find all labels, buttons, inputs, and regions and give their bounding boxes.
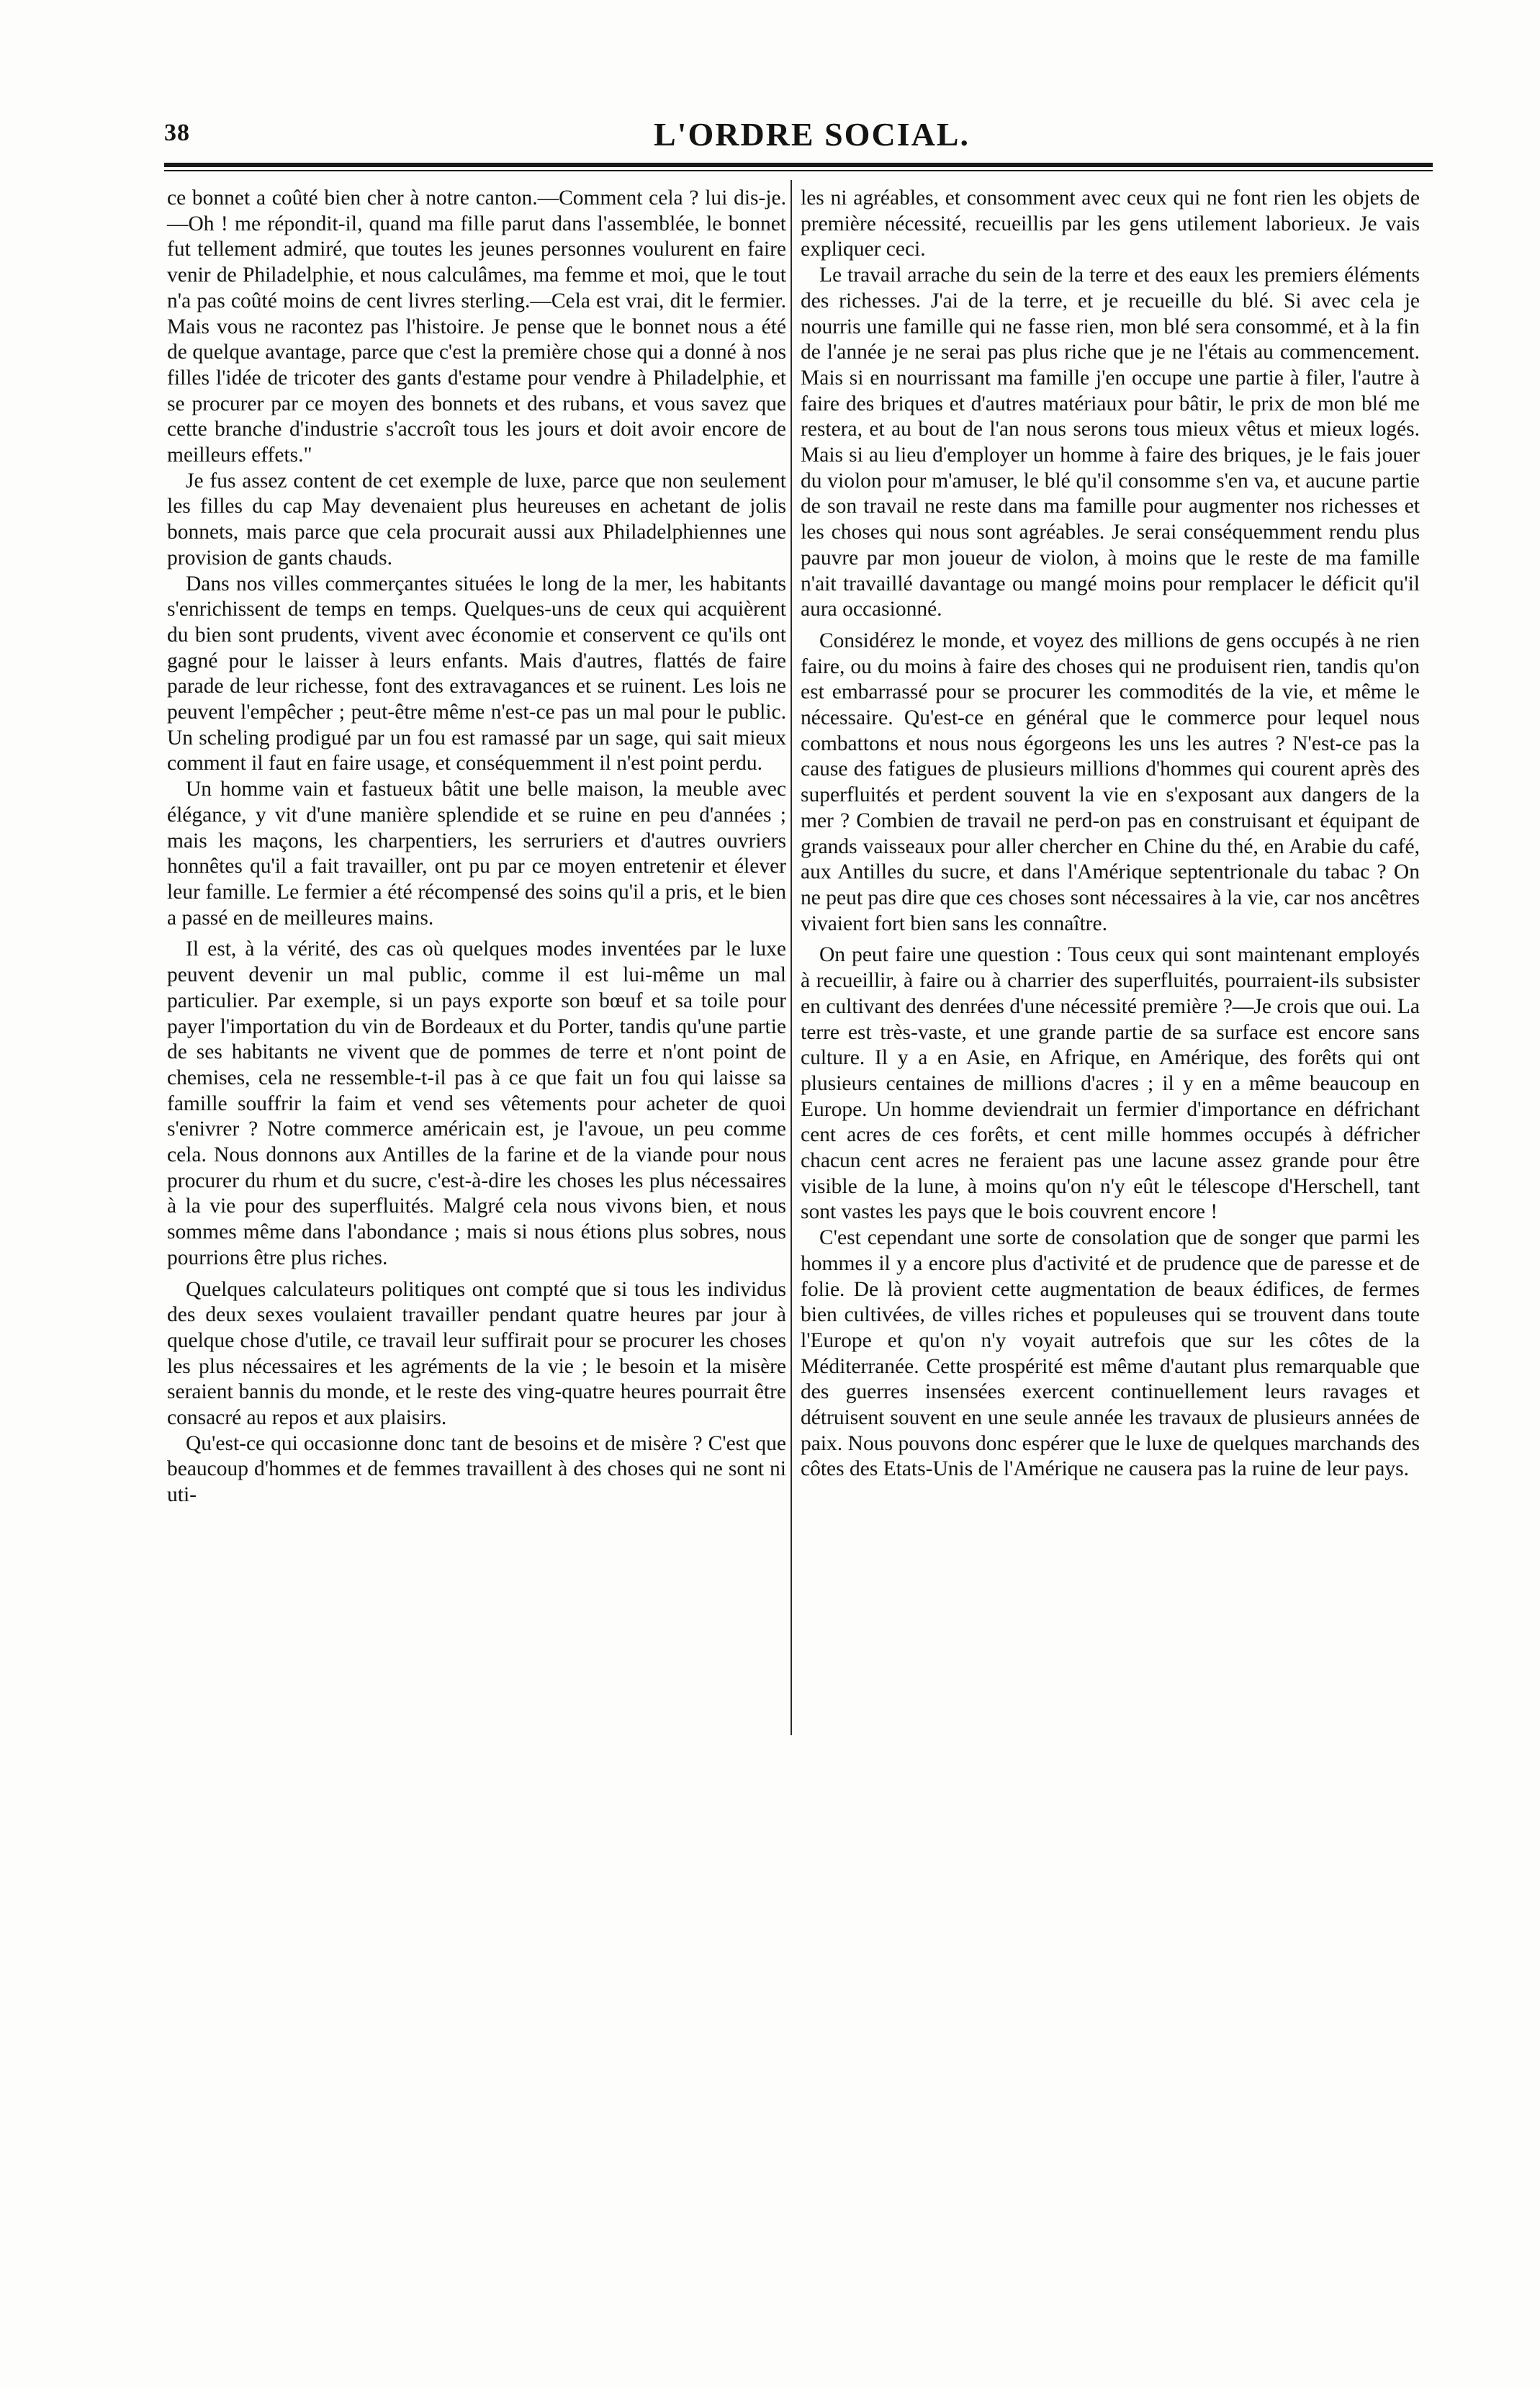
paragraph: Le travail arrache du sein de la terre et des eaux les premiers éléments des richesses. J'ai de la terre, et je recueille du blé. Si avec cela je nourris une famille qui ne fasse rien, mon blé sera consommé, et à la fin de l'année je ne serai pas plus riche que je ne l'étais au commencement. Mais si en nourrissant ma famille j'en occupe une partie à filer, l'autre à faire des briques et d'autres matériaux pour bâtir, le prix de mon blé me restera, et au bout de l'an nous serons tous mieux vêtus et mieux logés. Mais si au lieu d'employer un homme à faire des briques, je le fais jouer du violon pour m'amuser, le blé qu'il consomme s'en va, et aucune partie de son travail ne reste dans ma famille pour augmenter nos richesses et les choses qui nous sont agréables. Je serai conséquemment rendu plus pauvre par mon joueur de violon, à moins que le reste de ma famille n'ait travaillé davantage ou mangé moins pour remplacer le déficit qu'il aura occasionné. [801,264,1420,621]
page-header [164,115,1431,158]
paragraph: C'est cependant une sorte de consolation que de songer que parmi les hommes il y a encore plus d'activité et de prudence que de paresse et de folie. De là provient cette augmentation de beaux édifices, de fermes bien cultivées, de villes riches et populeuses qui se trouvent dans toute l'Europe et qu'on n'y voyait autrefois que sur les côtes de la Méditerranée. Cette prospérité est même d'autant plus remarquable que des guerres insensées exercent continuellement leurs ravages et détruisent souvent en une seule année les travaux de plusieurs années de paix. Nous pouvons donc espérer que le luxe de quelques marchands des côtes des Etats-Unis de l'Amérique ne causera pas la ruine de leur pays. [801,1226,1420,1481]
paragraph: On peut faire une question : Tous ceux qui sont maintenant employés à recueillir, à faire ou à charrier des superfluités, pourraient-ils subsister en cultivant des denrées d'une nécessité première ?—Je crois que oui. La terre est très-vaste, et une grande partie de sa surface est encore sans culture. Il y a en Asie, en Afrique, en Amérique, des forêts qui ont plusieurs centaines de millions d'acres ; il y en a même beaucoup en Europe. Un homme deviendrait un fermier d'importance en défrichant cent acres de ces forêts, et cent mille hommes occupés à défricher chacun cent acres ne feraient pas une lacune assez grande pour être visible de la lune, à moins qu'on n'y eût le télescope d'Herschell, tant sont vastes les pays que le bois couvrent encore ! [801,943,1420,1224]
left-column [167,186,786,1508]
paragraph: Je fus assez content de cet exemple de luxe, parce que non seulement les filles du cap May devenaient plus heureuses en achetant de jolis bonnets, mais parce que cela procurait aussi aux Philadelphiennes une provision de gants chauds. [167,469,786,570]
paragraph: Considérez le monde, et voyez des millions de gens occupés à ne rien faire, ou du moins à faire des choses qui ne produisent rien, tandis qu'on est embarrassé pour se procurer les commodités de la vie, et même le nécessaire. Qu'est-ce en général que le commerce pour lequel nous combattons et nous nous égorgeons les uns les autres ? N'est-ce pas la cause des fatigues de plusieurs millions d'hommes qui courent après des superfluités et perdent souvent la vie en s'exposant aux dangers de la mer ? Combien de travail ne perd-on pas en construisant et équipant de grands vaisseaux pour aller chercher en Chine du thé, en Arabie du café, aux Antilles du sucre, et dans l'Amérique septentrionale du tabac ? On ne peut pas dire que ces choses sont nécessaires à la vie, car nos ancêtres vivaient fort bien sans les connaître. [801,629,1420,935]
paragraph: Qu'est-ce qui occasionne donc tant de besoins et de misère ? C'est que beaucoup d'hommes et de femmes travaillent à des choses qui ne sont ni uti- [167,1431,786,1507]
page-number: 38 [164,120,190,146]
paragraph: ce bonnet a coûté bien cher à notre canton.—Comment cela ? lui dis-je.—Oh ! me répondit-il, quand ma fille parut dans l'assemblée, le bonnet fut tellement admiré, que toutes les jeunes personnes voulurent en faire venir de Philadelphie, et nous calculâmes, ma femme et moi, que le tout n'a pas coûté moins de cent livres sterling.—Cela est vrai, dit le fermier. Mais vous ne racontez pas l'histoire. Je pense que le bonnet nous a été de quelque avantage, parce que c'est la première chose qui a donné à nos filles l'idée de tricoter des gants d'estame pour vendre à Philadelphie, et se procurer par ce moyen des bonnets et des rubans, et vous savez que cette branche d'industrie s'accroît tous les jours et doit avoir encore de meilleurs effets." [167,186,786,467]
journal-title: L'ORDRE SOCIAL. [654,116,970,153]
right-column [801,186,1420,1483]
header-rule-thin [164,170,1433,171]
paragraph: Quelques calculateurs politiques ont compté que si tous les individus des deux sexes voulaient travailler pendant quatre heures par jour à quelque chose d'utile, ce travail leur suffirait pour se procurer les choses les plus nécessaires et les agréments de la vie ; le besoin et la misère seraient bannis du monde, et le reste des ving-quatre heures pourrait être consacré au repos et aux plaisirs. [167,1277,786,1430]
paragraph: Un homme vain et fastueux bâtit une belle maison, la meuble avec élégance, y vit d'une manière splendide et se ruine en peu d'années ; mais les maçons, les charpentiers, les serruriers et d'autres ouvriers honnêtes qu'il a fait travailler, ont pu par ce moyen entretenir et élever leur famille. Le fermier a été récompensé des soins qu'il a pris, et le bien a passé en de meilleures mains. [167,778,786,930]
column-divider [791,180,792,1735]
paragraph: Dans nos villes commerçantes situées le long de la mer, les habitants s'enrichissent de temps en temps. Quelques-uns de ceux qui acquièrent du bien sont prudents, vivent avec économie et conservent ce qu'ils ont gagné pour le laisser à leurs enfants. Mais d'autres, flattés de faire parade de leur richesse, font des extravagances et se ruinent. Les lois ne peuvent l'empêcher ; peut-être même n'est-ce pas un mal pour le public. Un scheling prodigué par un fou est ramassé par un sage, qui sait mieux comment il faut en faire usage, et conséquemment il n'est point perdu. [167,572,786,775]
paragraph: les ni agréables, et consomment avec ceux qui ne font rien les objets de première nécessité, recueillis par les gens utilement laborieux. Je vais expliquer ceci. [801,186,1420,261]
header-rule [164,163,1433,167]
paragraph: Il est, à la vérité, des cas où quelques modes inventées par le luxe peuvent devenir un mal public, comme il est lui-même un mal particulier. Par exemple, si un pays exporte son bœuf et sa toile pour payer l'importation du vin de Bordeaux et du Porter, tandis qu'une partie de ses habitants ne vivent que de pommes de terre et n'ont point de chemises, cela ne ressemble-t-il pas à ce que fait un fou qui laisse sa famille souffrir la faim et vend ses vêtements pour acheter de quoi s'enivrer ? Notre commerce américain est, je l'avoue, un peu comme cela. Nous donnons aux Antilles de la farine et de la viande pour nous procurer du rhum et du sucre, c'est-à-dire les choses les plus nécessaires à la vie pour des superfluités. Malgré cela nous vivons bien, et nous sommes même dans l'abondance ; mais si nous étions plus sobres, nous pourrions être plus riches. [167,937,786,1269]
